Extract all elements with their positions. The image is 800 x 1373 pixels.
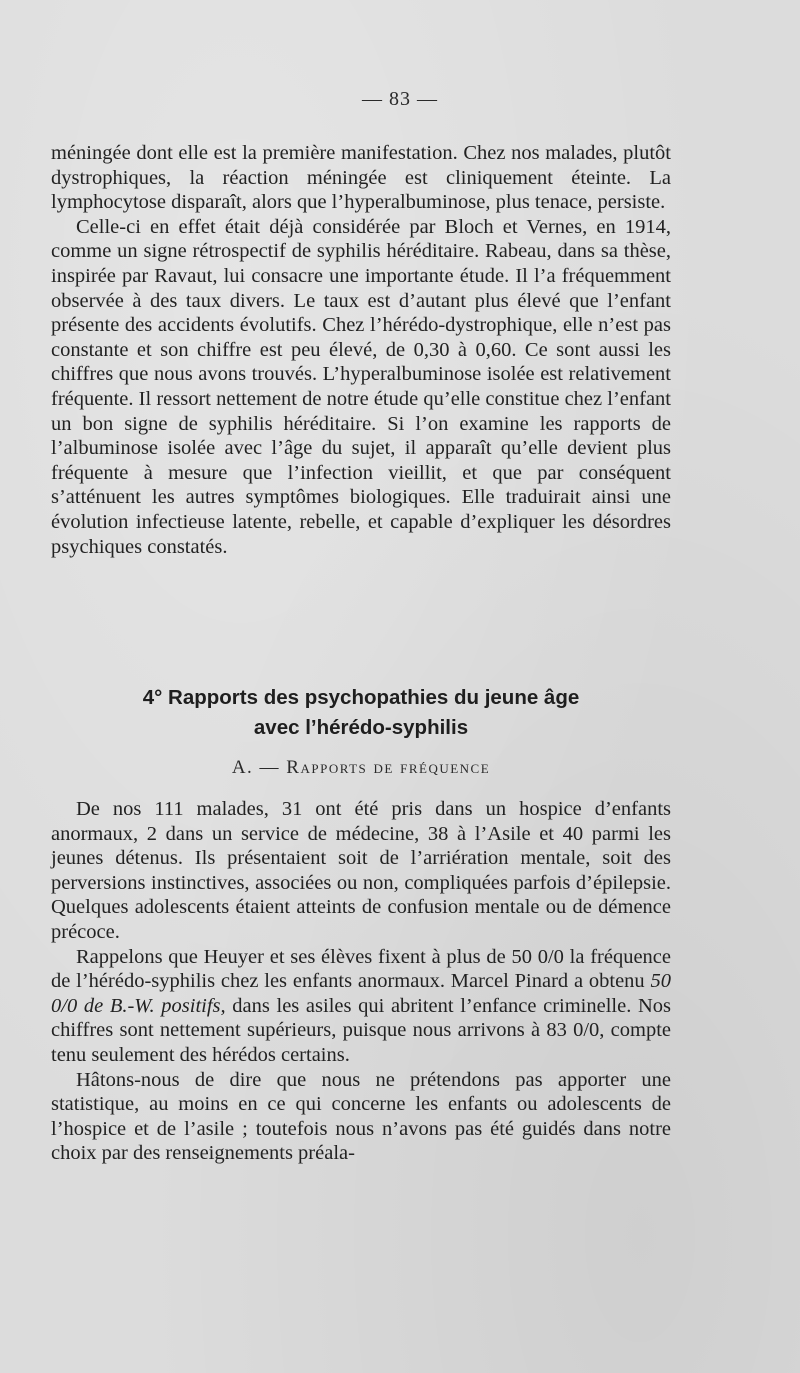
paragraph-malades: De nos 111 malades, 31 ont été pris dans un hospice d’enfants anormaux, 2 dans un service de médecine, 38 à l’Asile et 40 parmi les jeunes détenus. Ils présentaient soit de l’arriération mentale, soit des perversions instinctives, associées ou non, compliquées parfois d’épilepsie. Quelques adolescents étaient atteints de confusion mentale ou de démence précoce. (51, 798, 671, 943)
paragraph-heuyer-start: Rappelons que Heuyer et ses élèves fixent à plus de 50 0/0 la fréquence de l’hérédo-syphilis chez les enfants anormaux. Marcel Pinard a obtenu (51, 945, 671, 993)
text-block-top (51, 141, 671, 559)
paragraph-heuyer-end: dans les asiles qui abritent l’enfance criminelle. Nos chiffres sont nettement supérieurs, puisque nous arrivons à 83 0/0, compte tenu seulement des hérédos certains. (51, 994, 672, 1066)
paragraph-statistique: Hâtons-nous de dire que nous ne prétendons pas apporter une statistique, au moins en ce qui concerne les enfants ou adolescents de l’hospice et de l’asile ; toutefois nous n’avons pas été guidés dans notre choix par des renseignements préala- (51, 1068, 671, 1165)
paragraph-heuyer (51, 945, 671, 1068)
paragraph-hyperalbuminose: Celle-ci en effet était déjà considérée par Bloch et Vernes, en 1914, comme un signe rétrospectif de syphilis héréditaire. Rabeau, dans sa thèse, inspirée par Ravaut, lui consacre une importante étude. Il l’a fréquemment observée à des taux divers. Le taux est d’autant plus élevé que l’enfant présente des accidents évolutifs. Chez l’hérédo-dystrophique, elle n’est pas constante et son chiffre est peu élevé, de 0,30 à 0,60. Ce sont aussi les chiffres que nous avons trouvés. L’hyperalbuminose isolée est relativement fréquente. Il ressort nettement de notre étude qu’elle constitue chez l’enfant un bon signe de syphilis héréditaire. Si l’on examine les rapports de l’albuminose isolée avec l’âge du sujet, il apparaît qu’elle devient plus fréquente à mesure que l’infection vieillit, et que par conséquent s’atténuent les autres symptômes biologiques. Elle traduirait ainsi une évolution infectieuse latente, rebelle, et capable d’expliquer les désordres psychiques constatés. (51, 215, 671, 558)
page-number: — 83 — (362, 88, 438, 110)
subsection-heading: A. — Rapports de fréquence (231, 757, 491, 778)
section-heading (51, 683, 671, 743)
section-heading-line-1: 4° Rapports des psychopathies du jeune âge (142, 686, 580, 709)
text-block-bottom (51, 797, 671, 1166)
paragraph-continuation: méningée dont elle est la première manifestation. Chez nos malades, plutôt dystrophiques, la réaction méningée est cliniquement éteinte. La lymphocytose disparaît, alors que l’hyperalbuminose, plus tenace, persiste. (51, 142, 671, 214)
paragraph-heuyer-italic: 50 0/0 de B.-W. positifs, (51, 970, 671, 1017)
section-heading-line-2: avec l’hérédo-syphilis (253, 716, 469, 739)
